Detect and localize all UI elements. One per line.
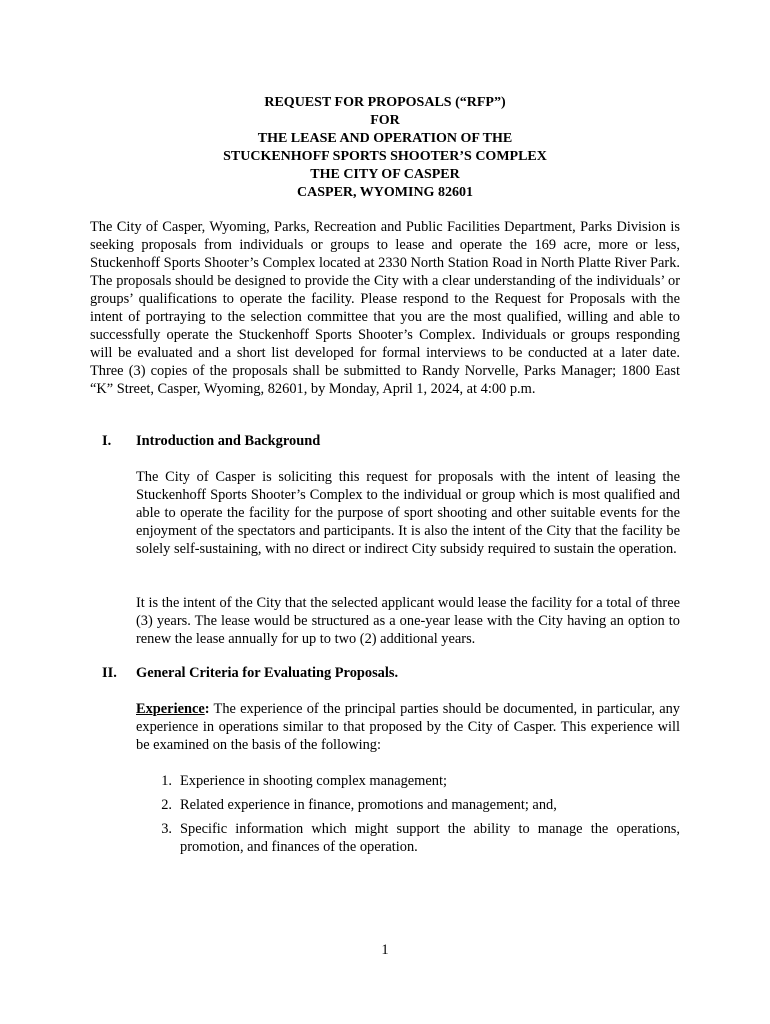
title-line: REQUEST FOR PROPOSALS (“RFP”) <box>264 95 506 110</box>
intro-paragraph: The City of Casper, Wyoming, Parks, Recreation and Public Facilities Department, Parks Division is seeking proposals from individuals or groups to lease and operate the 169 acre, more or less, Stuckenhoff Sports Shooter’s Complex located at 2330 North Station Road in North Platte River Park. The proposals should be designed to provide the City with a clear understanding of the individuals’ or groups’ qualifications to operate the facility. Please respond to the Request for Proposals with the intent of portraying to the selection committee that you are the most qualified, willing and able to successfully operate the Stuckenhoff Sports Shooter’s Complex. Individuals or groups responding will be evaluated and a short list developed for formal interviews to be conducted at a later date. Three (3) copies of the proposals shall be submitted to Randy Norvelle, Parks Manager; 1800 East “K” Street, Casper, Wyoming, 82601, by Monday, April 1, 2024, at 4:00 p.m. <box>90 219 680 397</box>
document-title <box>0 94 770 202</box>
section-number: I. <box>102 433 112 449</box>
list-marker: 3. <box>161 821 172 837</box>
title-line: STUCKENHOFF SPORTS SHOOTER’S COMPLEX <box>223 149 547 164</box>
section-title: Introduction and Background <box>136 433 321 449</box>
introduction-paragraph-1: The City of Casper is soliciting this request for proposals with the intent of leasing the Stuckenhoff Sports Shooter’s Complex to the individual or group which is most qualified and able to operate the facility for the purpose of sport shooting and other suitable events for the enjoyment of the spectators and participants. It is also the intent of the City that the facility be solely self-sustaining, with no direct or indirect City subsidy required to sustain the operation. <box>136 469 680 557</box>
introduction-paragraph-2: It is the intent of the City that the selected applicant would lease the facility for a total of three (3) years. The lease would be structured as a one-year lease with the City having an option to renew the lease annually for up to two (2) additional years. <box>136 595 680 647</box>
experience-text: The experience of the principal parties should be documented, in particular, any experience in operations similar to that proposed by the City of Casper. This experience will be examined on the basis of the following: <box>136 701 680 753</box>
title-line: THE CITY OF CASPER <box>310 167 460 182</box>
title-line: FOR <box>370 113 400 128</box>
list-item <box>150 820 680 856</box>
section-heading-introduction <box>90 432 690 450</box>
title-line: CASPER, WYOMING 82601 <box>297 185 473 200</box>
criteria-list <box>150 772 680 862</box>
list-item <box>150 796 680 814</box>
experience-colon: : <box>204 701 210 717</box>
list-item-text: Specific information which might support the ability to manage the operations, promotion, and finances of the operation. <box>180 821 680 855</box>
title-line: THE LEASE AND OPERATION OF THE <box>257 131 513 146</box>
list-item-text: Related experience in finance, promotions and management; and, <box>180 797 557 813</box>
list-marker: 1. <box>161 773 172 789</box>
page-number: 1 <box>381 942 389 958</box>
list-item <box>150 772 680 790</box>
section-title: General Criteria for Evaluating Proposals. <box>136 665 399 681</box>
experience-paragraph <box>136 700 680 754</box>
section-heading-criteria <box>90 664 690 682</box>
list-item-text: Experience in shooting complex management; <box>180 773 447 789</box>
list-marker: 2. <box>161 797 172 813</box>
experience-label: Experience <box>136 701 205 717</box>
section-number: II. <box>102 665 117 681</box>
